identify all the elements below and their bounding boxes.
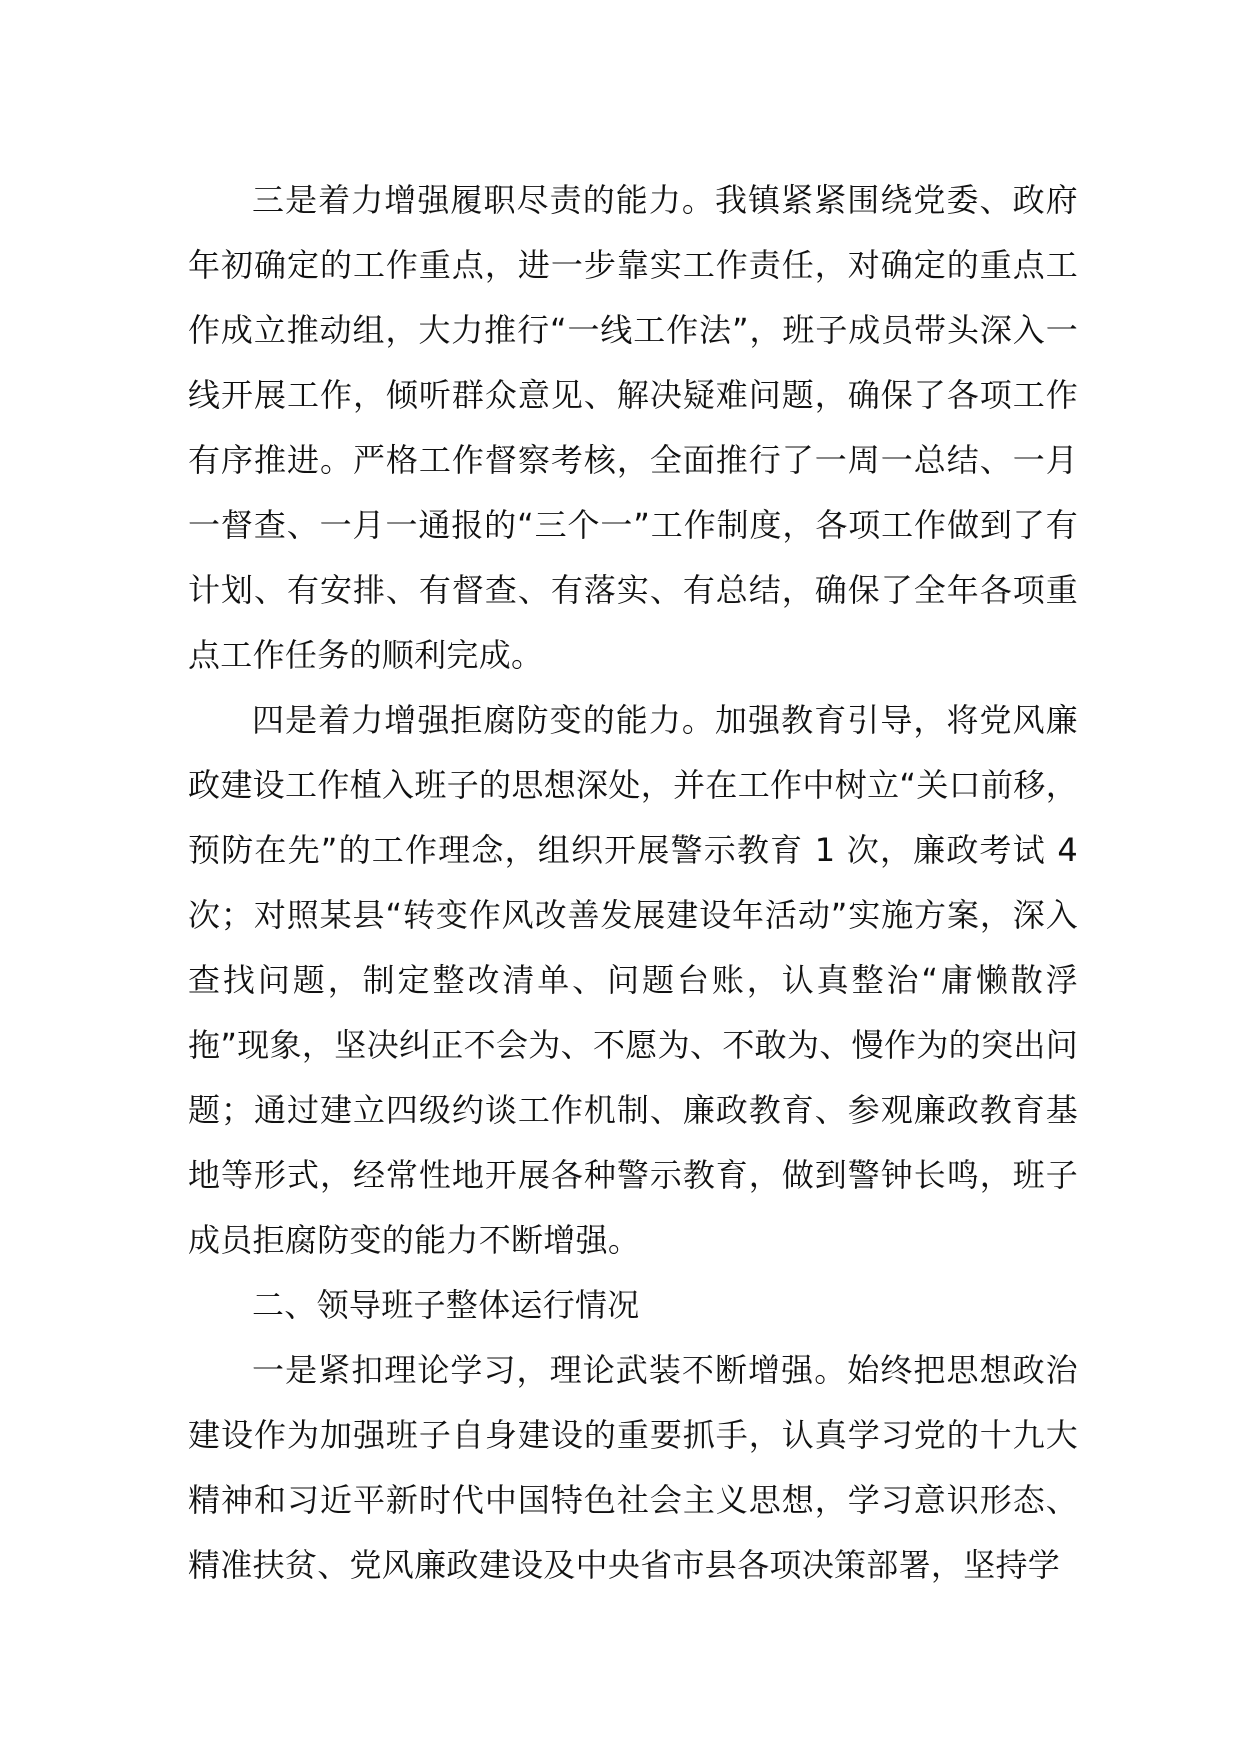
paragraph-theory-study: 一是紧扣理论学习，理论武装不断增强。始终把思想政治建设作为加强班子自身建设的重要抓手，认真学习党的十九大精神和习近平新时代中国特色社会主义思想，学习意识形态、精准扶贫、党风廉政建设及中央省市县各项决策部署，坚持学 <box>188 1351 1078 1584</box>
section-heading-leadership-operation: 二、领导班子整体运行情况 <box>252 1286 640 1324</box>
paragraph-anti-corruption: 四是着力增强拒腐防变的能力。加强教育引导，将党风廉政建设工作植入班子的思想深处，并在工作中树立“关口前移，预防在先”的工作理念，组织开展警示教育 1 次，廉政考试 4 次；对照某县“转变作风改善发展建设年活动”实施方案，深入查找问题，制定整改清单、问题台账，认真整治“庸懒散浮拖”现象，坚决纠正不会为、不愿为、不敢为、慢作为的突出问题；通过建立四级约谈工作机制、廉政教育、参观廉政教育基地等形式，经常性地开展各种警示教育，做到警钟长鸣，班子成员拒腐防变的能力不断增强。 <box>188 701 1078 1259</box>
paragraph-capability-duty: 三是着力增强履职尽责的能力。我镇紧紧围绕党委、政府年初确定的工作重点，进一步靠实工作责任，对确定的重点工作成立推动组，大力推行“一线工作法”，班子成员带头深入一线开展工作，倾听群众意见、解决疑难问题，确保了各项工作有序推进。严格工作督察考核，全面推行了一周一总结、一月一督查、一月一通报的“三个一”工作制度，各项工作做到了有计划、有安排、有督查、有落实、有总结，确保了全年各项重点工作任务的顺利完成。 <box>188 181 1078 674</box>
document-body <box>188 168 1078 1598</box>
